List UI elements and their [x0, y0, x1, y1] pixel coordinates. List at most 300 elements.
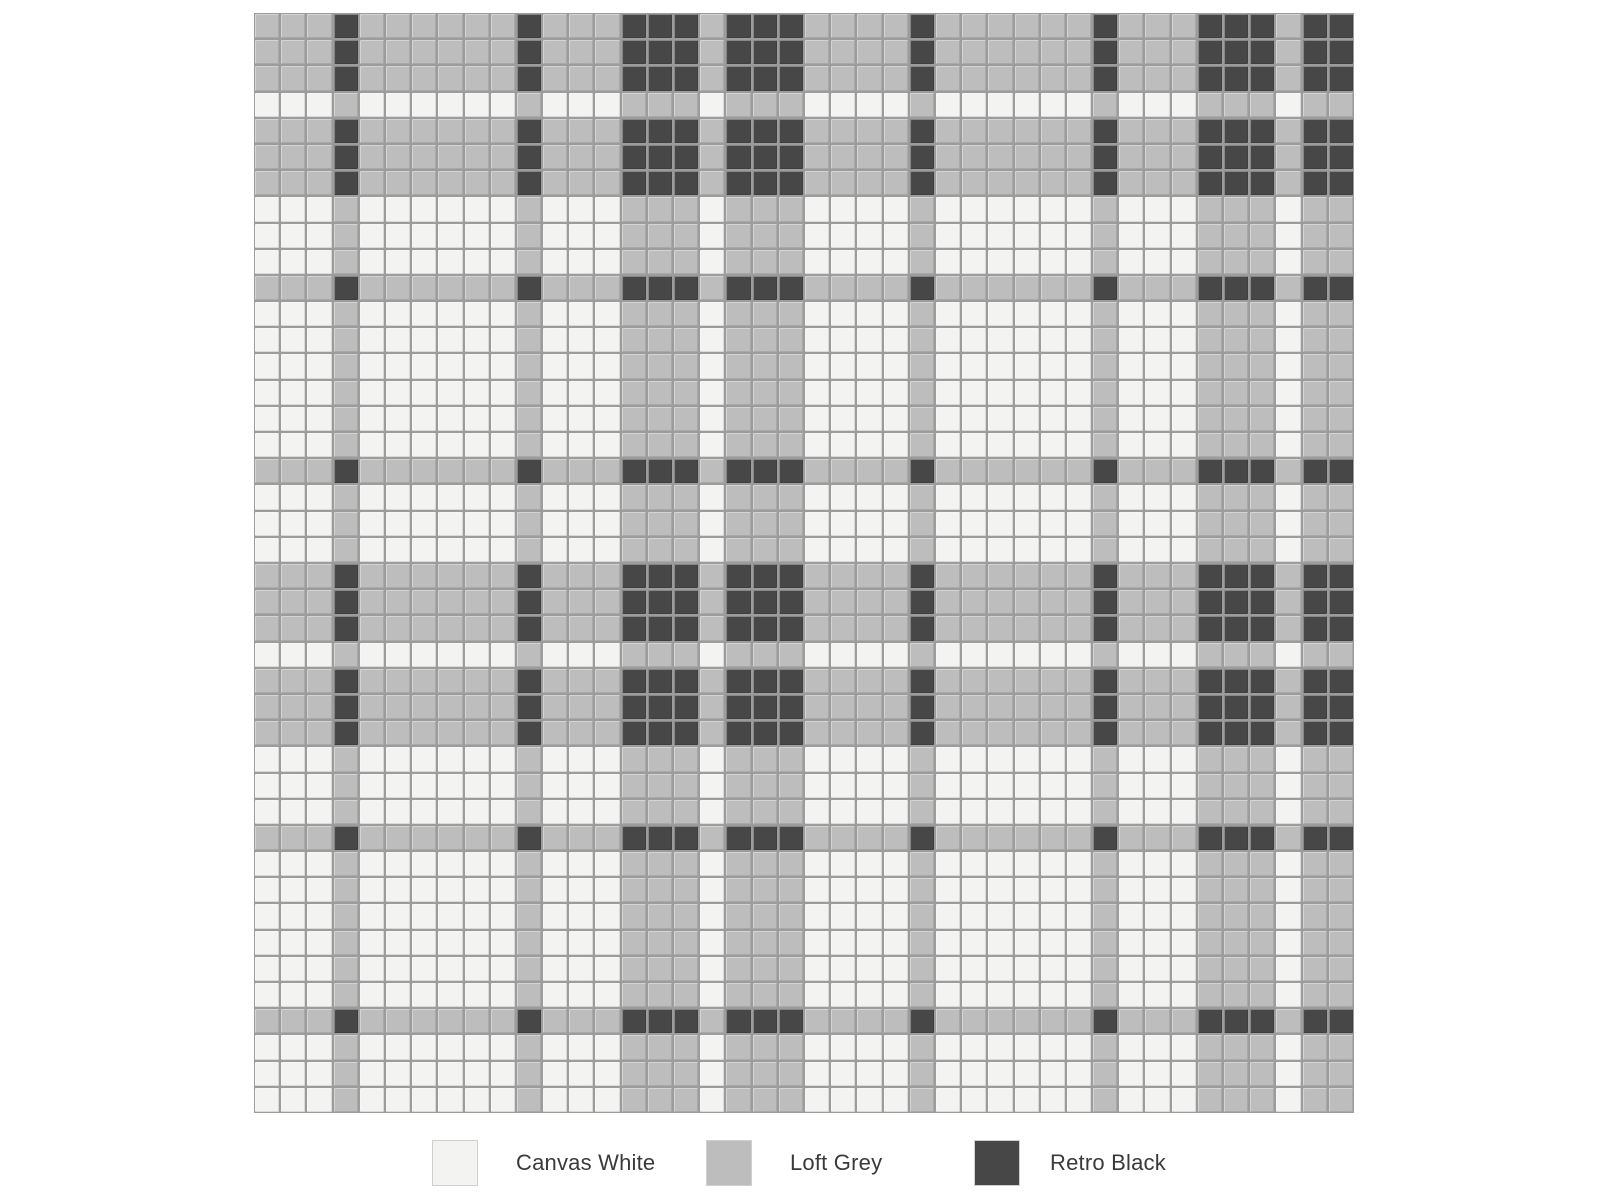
tile-black: [1303, 669, 1327, 693]
tile-grey: [1224, 878, 1248, 902]
tile-white: [1119, 878, 1143, 902]
tile-black: [910, 721, 934, 745]
tile-grey: [1224, 433, 1248, 457]
tile-grey: [386, 459, 410, 483]
tile-white: [255, 1062, 279, 1086]
tile-grey: [1276, 14, 1300, 38]
tile-black: [1224, 119, 1248, 143]
tile-black: [1329, 14, 1353, 38]
tile-white: [1172, 747, 1196, 771]
tile-black: [1250, 590, 1274, 614]
tile-grey: [334, 1062, 358, 1086]
tile-white: [412, 538, 436, 562]
tile-black: [779, 14, 803, 38]
tile-grey: [307, 66, 331, 90]
tile-grey: [910, 433, 934, 457]
tile-grey: [491, 171, 515, 195]
tile-grey: [360, 14, 384, 38]
tile-white: [962, 512, 986, 536]
tile-white: [438, 328, 462, 352]
tile-white: [1041, 485, 1065, 509]
tile-grey: [1093, 407, 1117, 431]
tile-black: [726, 826, 750, 850]
tile-white: [412, 800, 436, 824]
tile-black: [726, 14, 750, 38]
tile-grey: [1276, 564, 1300, 588]
tile-grey: [1119, 826, 1143, 850]
tile-white: [700, 1035, 724, 1059]
tile-black: [622, 459, 646, 483]
tile-white: [936, 512, 960, 536]
tile-grey: [1093, 774, 1117, 798]
tile-white: [255, 512, 279, 536]
tile-grey: [700, 459, 724, 483]
tile-grey: [1093, 957, 1117, 981]
tile-grey: [1224, 538, 1248, 562]
tile-grey: [1093, 747, 1117, 771]
tile-black: [1303, 171, 1327, 195]
tile-white: [936, 957, 960, 981]
tile-grey: [1198, 1035, 1222, 1059]
tile-grey: [1250, 983, 1274, 1007]
tile-grey: [805, 695, 829, 719]
tile-grey: [779, 774, 803, 798]
tile-black: [1250, 14, 1274, 38]
tile-grey: [517, 747, 541, 771]
tile-white: [1276, 983, 1300, 1007]
tile-black: [674, 616, 698, 640]
tile-grey: [962, 40, 986, 64]
tile-white: [543, 354, 567, 378]
tile-grey: [622, 354, 646, 378]
tile-white: [936, 1088, 960, 1112]
tile-grey: [936, 695, 960, 719]
tile-grey: [805, 1009, 829, 1033]
tile-grey: [412, 459, 436, 483]
tile-grey: [517, 878, 541, 902]
tile-black: [1303, 564, 1327, 588]
tile-black: [517, 695, 541, 719]
tile-grey: [622, 224, 646, 248]
tile-white: [962, 485, 986, 509]
tile-grey: [1276, 721, 1300, 745]
tile-grey: [543, 616, 567, 640]
tile-white: [1041, 983, 1065, 1007]
tile-white: [465, 957, 489, 981]
tile-grey: [1119, 695, 1143, 719]
tile-white: [255, 1035, 279, 1059]
tile-black: [1224, 40, 1248, 64]
tile-black: [910, 119, 934, 143]
tile-white: [360, 512, 384, 536]
tile-grey: [648, 250, 672, 274]
tile-grey: [779, 878, 803, 902]
tile-white: [831, 774, 855, 798]
tile-white: [386, 485, 410, 509]
tile-grey: [648, 983, 672, 1007]
tile-grey: [569, 590, 593, 614]
tile-white: [438, 1088, 462, 1112]
tile-white: [831, 538, 855, 562]
tile-white: [386, 328, 410, 352]
tile-grey: [1224, 643, 1248, 667]
tile-white: [281, 433, 305, 457]
tile-white: [360, 852, 384, 876]
tile-grey: [1329, 878, 1353, 902]
tile-grey: [726, 983, 750, 1007]
tile-grey: [1329, 800, 1353, 824]
tile-white: [386, 1062, 410, 1086]
tile-white: [884, 852, 908, 876]
tile-black: [1198, 590, 1222, 614]
tile-white: [1015, 931, 1039, 955]
tile-white: [1276, 407, 1300, 431]
tile-white: [543, 774, 567, 798]
tile-white: [491, 904, 515, 928]
tile-grey: [1015, 66, 1039, 90]
tile-white: [857, 747, 881, 771]
tile-black: [517, 721, 541, 745]
tile-grey: [700, 590, 724, 614]
tile-grey: [700, 669, 724, 693]
tile-grey: [412, 119, 436, 143]
tile-grey: [412, 564, 436, 588]
tile-white: [805, 774, 829, 798]
tile-grey: [1329, 1062, 1353, 1086]
tile-white: [1172, 407, 1196, 431]
tile-grey: [936, 66, 960, 90]
tile-white: [884, 878, 908, 902]
tile-grey: [884, 171, 908, 195]
tile-grey: [1172, 66, 1196, 90]
tile-black: [1198, 14, 1222, 38]
tile-grey: [281, 145, 305, 169]
tile-grey: [962, 459, 986, 483]
tile-black: [334, 669, 358, 693]
tile-grey: [936, 564, 960, 588]
tile-black: [910, 695, 934, 719]
tile-white: [1041, 250, 1065, 274]
tile-grey: [1276, 145, 1300, 169]
tile-grey: [1303, 538, 1327, 562]
tile-white: [543, 250, 567, 274]
tile-grey: [465, 564, 489, 588]
tile-grey: [1198, 381, 1222, 405]
tile-grey: [1198, 197, 1222, 221]
tile-white: [1172, 93, 1196, 117]
tile-white: [465, 747, 489, 771]
tile-white: [438, 1035, 462, 1059]
tile-grey: [1276, 826, 1300, 850]
tile-grey: [1172, 721, 1196, 745]
tile-grey: [1198, 433, 1222, 457]
tile-grey: [1119, 171, 1143, 195]
tile-white: [831, 250, 855, 274]
tile-white: [936, 538, 960, 562]
tile-grey: [1198, 852, 1222, 876]
tile-white: [936, 983, 960, 1007]
tile-white: [1119, 93, 1143, 117]
tile-grey: [360, 669, 384, 693]
tile-white: [281, 904, 305, 928]
tile-grey: [805, 669, 829, 693]
tile-black: [517, 616, 541, 640]
tile-grey: [543, 459, 567, 483]
tile-grey: [360, 590, 384, 614]
tile-white: [805, 433, 829, 457]
tile-black: [779, 826, 803, 850]
tile-grey: [622, 407, 646, 431]
tile-grey: [1145, 119, 1169, 143]
tile-white: [988, 774, 1012, 798]
tile-grey: [1329, 433, 1353, 457]
tile-grey: [988, 721, 1012, 745]
tile-grey: [1145, 669, 1169, 693]
tile-grey: [648, 197, 672, 221]
tile-grey: [307, 459, 331, 483]
swatch-retro-black: [974, 1140, 1020, 1186]
tile-black: [753, 590, 777, 614]
tile-white: [831, 433, 855, 457]
tile-white: [805, 407, 829, 431]
tile-black: [779, 145, 803, 169]
tile-grey: [1303, 1035, 1327, 1059]
tile-black: [910, 145, 934, 169]
tile-grey: [491, 66, 515, 90]
tile-white: [491, 485, 515, 509]
tile-grey: [491, 1009, 515, 1033]
tile-black: [1329, 119, 1353, 143]
tile-grey: [831, 119, 855, 143]
tile-white: [831, 512, 855, 536]
tile-grey: [543, 1009, 567, 1033]
tile-white: [386, 747, 410, 771]
tile-grey: [884, 616, 908, 640]
tile-grey: [1093, 328, 1117, 352]
tile-grey: [543, 40, 567, 64]
tile-white: [1119, 433, 1143, 457]
tile-black: [1198, 145, 1222, 169]
tile-grey: [1329, 485, 1353, 509]
tile-grey: [1224, 407, 1248, 431]
tile-grey: [753, 983, 777, 1007]
tile-grey: [595, 695, 619, 719]
tile-grey: [281, 590, 305, 614]
tile-black: [910, 276, 934, 300]
tile-grey: [1303, 904, 1327, 928]
tile-grey: [1250, 1035, 1274, 1059]
tile-white: [360, 381, 384, 405]
tile-white: [412, 983, 436, 1007]
tile-black: [674, 721, 698, 745]
tile-white: [700, 538, 724, 562]
tile-white: [1041, 328, 1065, 352]
tile-grey: [438, 1009, 462, 1033]
tile-white: [700, 643, 724, 667]
tile-grey: [1224, 1088, 1248, 1112]
tile-grey: [779, 433, 803, 457]
tile-black: [1250, 276, 1274, 300]
tile-white: [1119, 407, 1143, 431]
tile-white: [700, 957, 724, 981]
tile-grey: [386, 669, 410, 693]
tile-white: [1041, 747, 1065, 771]
tile-white: [988, 538, 1012, 562]
tile-white: [1276, 250, 1300, 274]
tile-grey: [1198, 878, 1222, 902]
tile-grey: [962, 171, 986, 195]
tile-white: [386, 224, 410, 248]
tile-white: [1015, 93, 1039, 117]
tile-black: [1198, 669, 1222, 693]
tile-grey: [1276, 276, 1300, 300]
tile-grey: [1303, 197, 1327, 221]
tile-grey: [831, 459, 855, 483]
tile-grey: [726, 931, 750, 955]
tile-grey: [1276, 40, 1300, 64]
tile-grey: [569, 14, 593, 38]
tile-grey: [1015, 276, 1039, 300]
tile-white: [386, 197, 410, 221]
tile-grey: [674, 1088, 698, 1112]
tile-white: [386, 354, 410, 378]
tile-white: [386, 538, 410, 562]
tile-black: [1303, 459, 1327, 483]
tile-black: [753, 564, 777, 588]
tile-grey: [988, 276, 1012, 300]
tile-white: [491, 1062, 515, 1086]
tile-grey: [779, 93, 803, 117]
tile-white: [884, 1035, 908, 1059]
tile-grey: [805, 564, 829, 588]
tile-white: [543, 852, 567, 876]
tile-grey: [1067, 590, 1091, 614]
tile-black: [334, 695, 358, 719]
tile-grey: [412, 145, 436, 169]
tile-white: [1172, 957, 1196, 981]
tile-grey: [1172, 14, 1196, 38]
tile-white: [1145, 747, 1169, 771]
tile-white: [595, 302, 619, 326]
tile-grey: [1067, 826, 1091, 850]
tile-grey: [1329, 852, 1353, 876]
tile-black: [334, 66, 358, 90]
tile-white: [595, 1088, 619, 1112]
tile-white: [438, 381, 462, 405]
tile-grey: [1224, 931, 1248, 955]
tile-white: [412, 1062, 436, 1086]
tile-white: [936, 774, 960, 798]
tile-grey: [595, 669, 619, 693]
tile-grey: [517, 957, 541, 981]
tile-grey: [674, 302, 698, 326]
tile-white: [1067, 433, 1091, 457]
tile-white: [1276, 957, 1300, 981]
tile-grey: [910, 931, 934, 955]
tile-grey: [1172, 171, 1196, 195]
tile-white: [857, 774, 881, 798]
tile-grey: [753, 512, 777, 536]
tile-grey: [622, 93, 646, 117]
tile-white: [857, 433, 881, 457]
tile-grey: [1250, 302, 1274, 326]
tile-grey: [334, 931, 358, 955]
tile-white: [412, 224, 436, 248]
tile-grey: [569, 40, 593, 64]
tile-grey: [910, 538, 934, 562]
tile-grey: [1250, 1062, 1274, 1086]
tile-grey: [1276, 1009, 1300, 1033]
tile-grey: [1093, 433, 1117, 457]
tile-white: [988, 250, 1012, 274]
tile-white: [700, 931, 724, 955]
tile-white: [1145, 1062, 1169, 1086]
tile-white: [936, 904, 960, 928]
tile-grey: [648, 512, 672, 536]
tile-white: [438, 354, 462, 378]
tile-white: [360, 93, 384, 117]
tile-grey: [1276, 669, 1300, 693]
tile-black: [1250, 40, 1274, 64]
tile-grey: [1303, 93, 1327, 117]
tile-grey: [910, 250, 934, 274]
tile-grey: [412, 1009, 436, 1033]
tile-white: [962, 538, 986, 562]
tile-black: [726, 119, 750, 143]
tile-grey: [674, 224, 698, 248]
tile-grey: [726, 904, 750, 928]
tile-grey: [438, 14, 462, 38]
tile-grey: [334, 381, 358, 405]
tile-grey: [465, 14, 489, 38]
tile-black: [674, 695, 698, 719]
tile-white: [700, 747, 724, 771]
tile-grey: [1224, 1062, 1248, 1086]
tile-black: [334, 564, 358, 588]
tile-grey: [1198, 538, 1222, 562]
tile-black: [1250, 66, 1274, 90]
tile-white: [1145, 852, 1169, 876]
tile-grey: [307, 119, 331, 143]
tile-grey: [1172, 826, 1196, 850]
tile-white: [255, 852, 279, 876]
tile-white: [595, 800, 619, 824]
tile-black: [1224, 459, 1248, 483]
tile-grey: [1250, 485, 1274, 509]
tile-grey: [857, 695, 881, 719]
tile-grey: [281, 276, 305, 300]
tile-white: [491, 407, 515, 431]
tile-grey: [648, 643, 672, 667]
tile-grey: [831, 40, 855, 64]
tile-white: [831, 197, 855, 221]
tile-grey: [1224, 957, 1248, 981]
tile-black: [753, 616, 777, 640]
tile-grey: [753, 747, 777, 771]
tile-grey: [1093, 1035, 1117, 1059]
tile-grey: [1250, 197, 1274, 221]
tile-white: [1015, 328, 1039, 352]
tile-grey: [255, 616, 279, 640]
tile-white: [595, 433, 619, 457]
tile-black: [1303, 1009, 1327, 1033]
tile-grey: [1276, 171, 1300, 195]
tile-grey: [517, 93, 541, 117]
tile-grey: [595, 171, 619, 195]
tile-grey: [1198, 250, 1222, 274]
tile-grey: [1041, 695, 1065, 719]
tile-white: [1015, 747, 1039, 771]
